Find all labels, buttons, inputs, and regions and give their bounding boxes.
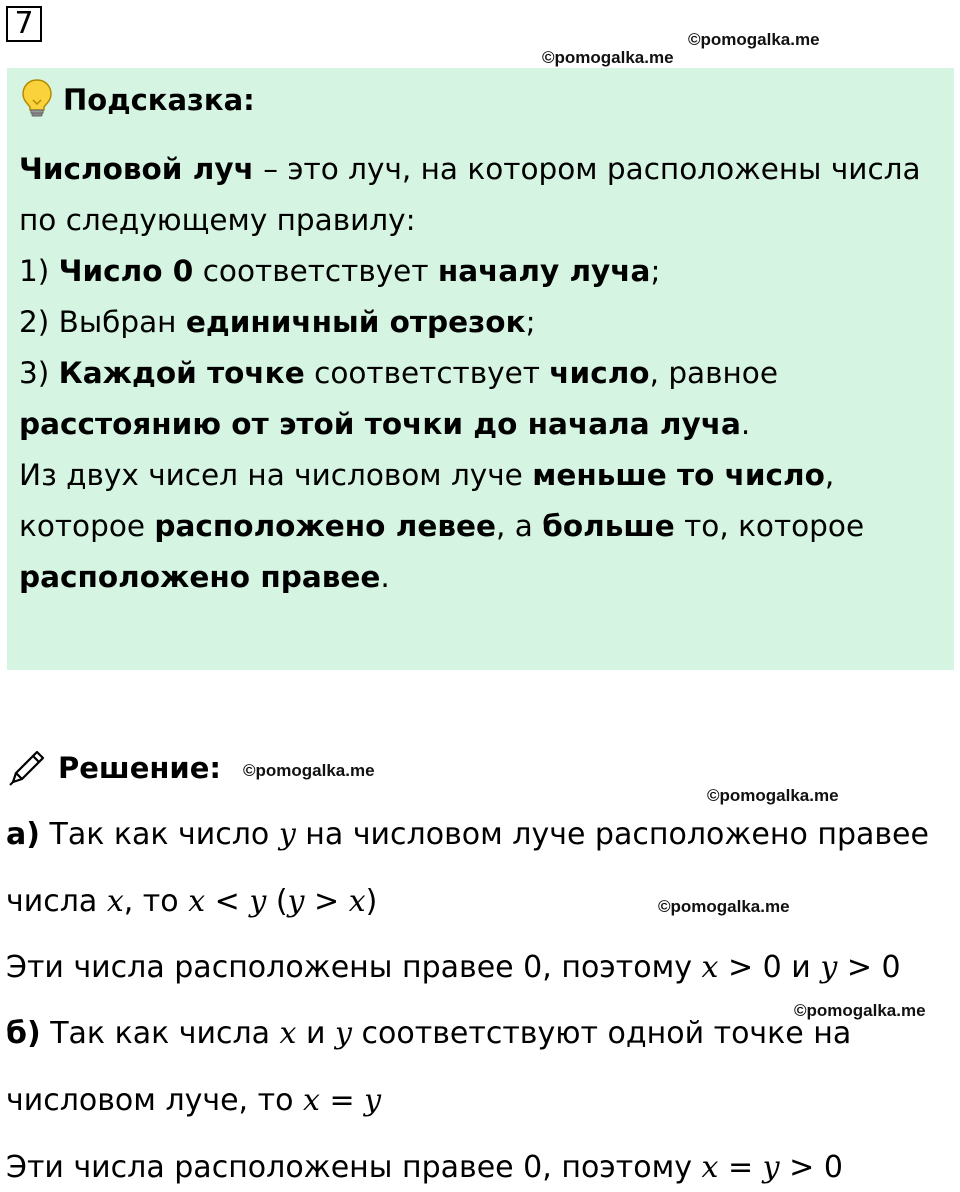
task-number: 7 <box>6 6 42 42</box>
solution-b-line-2: числовом луче, то x = y <box>6 1083 382 1118</box>
solution-a-line-2: числа x, то x < y (y > x) <box>6 884 378 919</box>
lightbulb-icon <box>21 78 53 122</box>
watermark: ©pomogalka.me <box>658 897 790 916</box>
watermark: ©pomogalka.me <box>688 30 820 49</box>
hint-rule-2: 2) Выбран единичный отрезок; <box>19 305 536 339</box>
hint-title: Подсказка: <box>63 83 255 117</box>
watermark: ©pomogalka.me <box>243 761 375 780</box>
pencil-icon <box>8 745 50 791</box>
hint-rule-3: 3) Каждой точке соответствует число, равное расстоянию от этой точки до начала луча. <box>19 356 779 441</box>
watermark: ©pomogalka.me <box>707 786 839 805</box>
solution-header <box>8 745 221 791</box>
solution-a-line-3: Эти числа расположены правее 0, поэтому x > 0 и y > 0 <box>6 950 901 985</box>
watermark: ©pomogalka.me <box>542 48 674 67</box>
hint-text <box>19 144 944 603</box>
hint-definition: Числовой луч – это луч, на котором расположены числа по следующему правилу: <box>19 152 921 237</box>
watermark: ©pomogalka.me <box>794 1001 926 1020</box>
solution-b-line-3: Эти числа расположены правее 0, поэтому x = y > 0 <box>6 1150 843 1185</box>
hint-box <box>7 68 954 670</box>
hint-comparison: Из двух чисел на числовом луче меньше то число, которое расположено левее, а больше то, которое расположено правее. <box>19 458 865 594</box>
solution-b-line-1: б) Так как числа x и y соответствуют одной точке на <box>6 1016 852 1051</box>
solution-title: Решение: <box>58 751 222 785</box>
hint-header <box>21 78 255 122</box>
solution-a-line-1: а) Так как число y на числовом луче расположено правее <box>6 817 929 852</box>
hint-rule-1: 1) Число 0 соответствует началу луча; <box>19 254 661 288</box>
